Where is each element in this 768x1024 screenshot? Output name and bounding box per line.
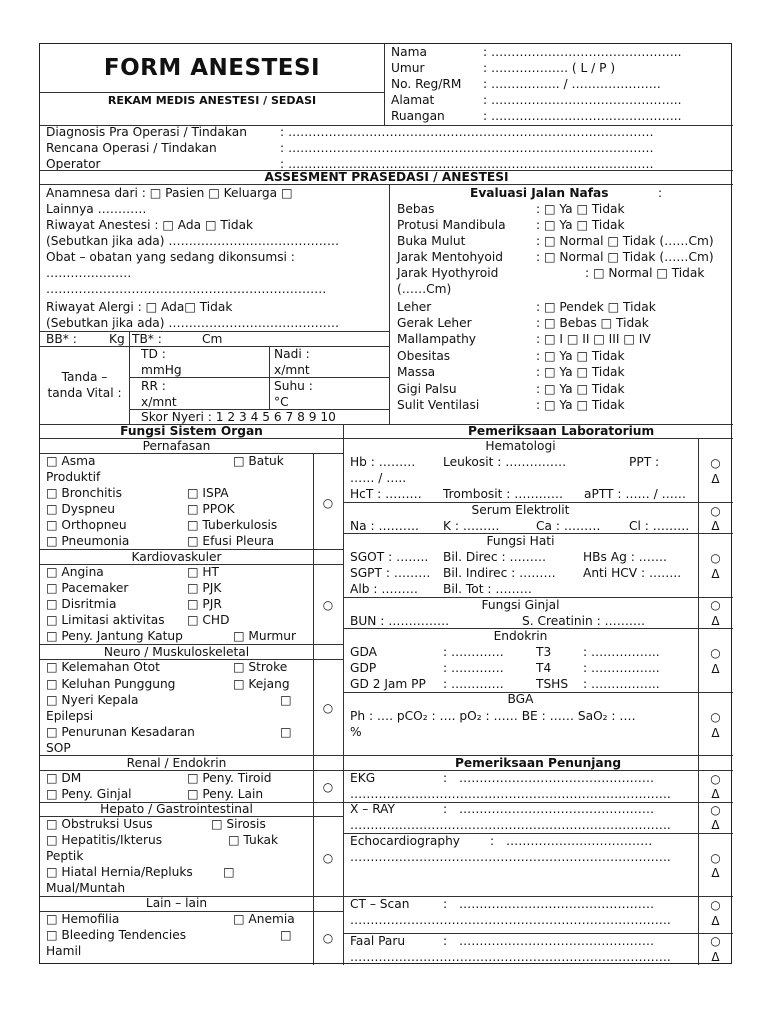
bga-percent: % [350, 725, 362, 739]
bil-tot-field[interactable]: Bil. Tot : ……… [443, 582, 532, 596]
ctscan-label: CT – Scan [350, 897, 410, 911]
circle-icon[interactable]: ○ [710, 851, 721, 865]
gda-label: GDA [350, 645, 377, 659]
circle-icon[interactable]: ○ [710, 772, 721, 786]
patient-age-label: Umur [391, 61, 425, 75]
anesthesia-history-line[interactable]: (Sebutkan jika ada) …………………………………… [46, 234, 340, 248]
circle-icon[interactable]: ○ [710, 456, 721, 470]
circle-icon[interactable]: ○ [710, 504, 721, 518]
checkbox-item[interactable]: □ [223, 865, 235, 879]
assessment-title: ASSESMENT PRASEDASI / ANESTESI [264, 170, 509, 184]
nadi-unit[interactable]: x/mnt [274, 363, 310, 377]
bb-unit[interactable]: Kg [109, 332, 125, 346]
checkbox-item[interactable]: □ Bleeding Tendencies [46, 928, 187, 942]
checkbox-item[interactable]: □ Peny. Ginjal [46, 787, 132, 801]
rr-label: RR : [141, 379, 166, 393]
checkbox-item: Epilepsi [46, 709, 94, 723]
circle-icon[interactable]: ○ [710, 598, 721, 612]
circle-icon[interactable]: ○ [710, 710, 721, 724]
airway-label: Jarak Hyothyroid [397, 266, 499, 280]
hematology-header: Hematologi [485, 439, 556, 453]
supporting-exam-title: Pemeriksaan Penunjang [454, 756, 622, 770]
circle-icon[interactable]: ○ [322, 598, 334, 612]
t4-label: T4 [536, 661, 552, 675]
gda-field[interactable]: : …………. [443, 645, 504, 659]
checkbox-item[interactable]: □ Hiatal Hernia/Repluks [46, 865, 193, 879]
checkbox-item: Peptik [46, 849, 84, 863]
ekg-colon: : [443, 771, 448, 785]
checkbox-item[interactable]: □ Keluhan Punggung [46, 677, 176, 691]
tshs-label: TSHS [536, 677, 569, 691]
ctscan-colon: : [443, 897, 448, 911]
hb-field[interactable]: Hb : ……… [350, 455, 416, 469]
patient-reg-label: No. Reg/RM [391, 77, 462, 91]
td-label: TD : [141, 347, 166, 361]
checkbox-item[interactable]: □ PJR [187, 597, 222, 611]
checkbox-item[interactable]: □ Penurunan Kesadaran [46, 725, 195, 739]
airway-label: Sulit Ventilasi [397, 398, 480, 412]
airway-options[interactable]: : □ Normal □ Tidak (……Cm) [536, 250, 714, 264]
ekg-label: EKG [350, 771, 376, 785]
rr-unit[interactable]: x/mnt [141, 395, 177, 409]
checkbox-item[interactable]: □ Dyspneu [46, 502, 116, 516]
anamnesis-line[interactable]: Anamnesa dari : □ Pasien □ Keluarga □ [46, 186, 293, 200]
lab-title: Pemeriksaan Laboratorium [468, 424, 655, 438]
airway-options[interactable]: : □ Ya □ Tidak [536, 398, 625, 412]
circle-icon[interactable]: ○ [322, 496, 334, 510]
checkbox-item[interactable]: □ Angina [46, 565, 104, 579]
leukosit-field[interactable]: Leukosit : …………… [443, 455, 567, 469]
suhu-unit[interactable]: °C [274, 395, 289, 409]
checkbox-item[interactable]: □ Obstruksi Usus [46, 817, 153, 831]
tshs-field[interactable]: : …………….. [583, 677, 660, 691]
operator-label: Operator [46, 157, 101, 171]
ctscan-field-line[interactable]: ……………………………………………………………………. [350, 913, 671, 927]
checkbox-item[interactable]: □ HT [187, 565, 219, 579]
form-title: FORM ANESTESI [103, 55, 321, 81]
bb-label: BB* : [46, 332, 77, 346]
xray-colon: : [443, 802, 448, 816]
circle-icon[interactable]: ○ [322, 701, 334, 715]
operation-plan-field[interactable]: : ……………………………………………………………………………… [280, 141, 654, 155]
delta-icon[interactable]: Δ [711, 914, 720, 928]
respiratory-header: Pernafasan [142, 439, 211, 453]
anamnesis-line[interactable]: Lainnya ………… [46, 202, 147, 216]
checkbox-item[interactable]: □ Pacemaker [46, 581, 129, 595]
sgpt-field[interactable]: SGPT : ……… [350, 566, 431, 580]
checkbox-item[interactable]: □ Bronchitis [46, 486, 122, 500]
checkbox-item[interactable]: □ Kejang [233, 677, 290, 691]
patient-name-label: Nama [391, 45, 427, 59]
circle-icon[interactable]: ○ [710, 934, 721, 948]
delta-icon[interactable]: Δ [711, 726, 720, 740]
checkbox-item[interactable]: □ Orthopneu [46, 518, 127, 532]
circle-icon[interactable]: ○ [710, 646, 721, 660]
checkbox-item[interactable]: □ [280, 725, 292, 739]
delta-icon[interactable]: Δ [711, 519, 720, 533]
bga-field[interactable]: Ph : …. pCO₂ : …. pO₂ : …… BE : …… SaO₂ : …. [350, 709, 636, 723]
checkbox-item[interactable]: □ Hepatitis/Ikterus [46, 833, 163, 847]
lung-function-label: Faal Paru [350, 934, 406, 948]
circle-icon[interactable]: ○ [322, 851, 334, 865]
tb-label: TB* : [132, 332, 162, 346]
echo-label: Echocardiography [350, 834, 461, 848]
checkbox-item[interactable]: □ Kelemahan Otot [46, 660, 160, 674]
airway-label: Bebas [397, 202, 435, 216]
nadi-label: Nadi : [274, 347, 310, 361]
checkbox-item[interactable]: □ Peny. Jantung Katup [46, 629, 183, 643]
checkbox-item[interactable]: □ [280, 928, 292, 942]
delta-icon[interactable]: Δ [711, 614, 720, 628]
operation-plan-label: Rencana Operasi / Tindakan [46, 141, 217, 155]
circle-icon[interactable]: ○ [710, 551, 721, 565]
gdp-field[interactable]: : …………. [443, 661, 504, 675]
delta-icon[interactable]: Δ [711, 662, 720, 676]
suhu-label: Suhu : [274, 379, 313, 393]
patient-address-label: Alamat [391, 93, 435, 107]
echo-field-line[interactable]: ……………………………………………………………………. [350, 850, 671, 864]
gdp-label: GDP [350, 661, 377, 675]
checkbox-item[interactable]: □ Pneumonia [46, 534, 130, 548]
airway-options[interactable]: : □ Ya □ Tidak [536, 349, 625, 363]
airway-label[interactable]: (……Cm) [397, 282, 452, 296]
diagnosis-label: Diagnosis Pra Operasi / Tindakan [46, 125, 247, 139]
echo-field[interactable]: ……………………………… [506, 834, 653, 848]
ekg-field[interactable]: ………………………………………… [459, 771, 654, 785]
airway-title: Evaluasi Jalan Nafas [470, 186, 609, 200]
hct-field[interactable]: HcT : ……… [350, 487, 422, 501]
liver-header: Fungsi Hati [486, 534, 555, 548]
checkbox-item[interactable]: □ Anemia [233, 912, 295, 926]
creatinin-field[interactable]: S. Creatinin : ………. [522, 614, 645, 628]
hcv-field[interactable]: Anti HCV : …….. [583, 566, 682, 580]
kidney-header: Fungsi Ginjal [481, 598, 560, 612]
xray-field[interactable]: ………………………………………… [459, 802, 654, 816]
checkbox-item: Mual/Muntah [46, 881, 126, 895]
airway-label: Gigi Palsu [397, 382, 457, 396]
checkbox-item[interactable]: □ Sirosis [211, 817, 266, 831]
checkbox-item[interactable]: □ PJK [187, 581, 222, 595]
airway-options[interactable]: : □ Ya □ Tidak [536, 382, 625, 396]
delta-icon[interactable]: Δ [711, 787, 720, 801]
ppt-field[interactable]: …… / ….. [350, 471, 407, 485]
checkbox-item[interactable]: □ ISPA [187, 486, 229, 500]
delta-icon[interactable]: Δ [711, 866, 720, 880]
airway-options[interactable]: : □ Normal □ Tidak (……Cm) [536, 234, 714, 248]
airway-options[interactable]: : □ Ya □ Tidak [536, 365, 625, 379]
t4-field[interactable]: : …………….. [583, 661, 660, 675]
medication-line: Obat – obatan yang sedang dikonsumsi : [46, 250, 295, 264]
airway-label: Protusi Mandibula [397, 218, 506, 232]
checkbox-item[interactable]: □ CHD [187, 613, 230, 627]
checkbox-item[interactable]: □ Batuk [233, 454, 284, 468]
echo-colon: : [490, 834, 495, 848]
airway-options[interactable]: : □ Ya □ Tidak [536, 218, 625, 232]
airway-options[interactable]: : □ I □ II □ III □ IV [536, 332, 651, 346]
lung-function-field[interactable]: ………………………………………… [459, 934, 654, 948]
airway-colon: : [658, 186, 663, 200]
organ-system-title: Fungsi Sistem Organ [120, 424, 263, 438]
t3-field[interactable]: : …………….. [583, 645, 660, 659]
na-field[interactable]: Na : ………. [350, 519, 419, 533]
airway-options[interactable]: : □ Pendek □ Tidak [536, 300, 656, 314]
hepato-header: Hepato / Gastrointestinal [100, 802, 253, 816]
circle-icon[interactable]: ○ [322, 780, 334, 794]
circle-icon[interactable]: ○ [710, 803, 721, 817]
bil-indirec-field[interactable]: Bil. Indirec : ……… [443, 566, 556, 580]
patient-reg-field[interactable]: : …………….. / …………………. [483, 77, 661, 91]
checkbox-item: Hamil [46, 944, 82, 958]
patient-name-field[interactable]: : ……………………………………….. [483, 45, 682, 59]
delta-icon[interactable]: Δ [711, 950, 720, 964]
airway-label: Obesitas [397, 349, 451, 363]
gd2-label: GD 2 Jam PP [350, 677, 426, 691]
checkbox-item[interactable]: □ DM [46, 771, 82, 785]
checkbox-item[interactable]: □ [280, 693, 292, 707]
checkbox-item: Produktif [46, 470, 101, 484]
lung-function-colon: : [443, 934, 448, 948]
patient-address-field[interactable]: : ……………………………………….. [483, 93, 682, 107]
renal-header: Renal / Endokrin [126, 756, 227, 770]
checkbox-item: SOP [46, 741, 71, 755]
alb-field[interactable]: Alb : ……… [350, 582, 418, 596]
ctscan-field[interactable]: ………………………………………… [459, 897, 654, 911]
checkbox-item[interactable]: □ Tuberkulosis [187, 518, 278, 532]
airway-options[interactable]: : □ Bebas □ Tidak [536, 316, 649, 330]
hbs-field[interactable]: HBs Ag : ……. [583, 550, 667, 564]
checkbox-item[interactable]: □ PPOK [187, 502, 235, 516]
tb-unit[interactable]: Cm [202, 332, 223, 346]
anesthesia-form [39, 43, 732, 964]
vital-signs-label: tanda Vital : [47, 386, 122, 400]
airway-options[interactable]: : □ Ya □ Tidak [536, 202, 625, 216]
bil-direc-field[interactable]: Bil. Direc : ……… [443, 550, 547, 564]
checkbox-item[interactable]: □ Hemofilia [46, 912, 120, 926]
checkbox-item[interactable]: □ Efusi Pleura [187, 534, 275, 548]
circle-icon[interactable]: ○ [710, 898, 721, 912]
diagnosis-field[interactable]: : ……………………………………………………………………………… [280, 125, 654, 139]
checkbox-item[interactable]: □ Peny. Lain [187, 787, 264, 801]
td-unit[interactable]: mmHg [141, 363, 182, 377]
ekg-field-line[interactable]: ……………………………………………………………………. [350, 787, 671, 801]
medication-line[interactable]: …………………………………………………………… [46, 282, 327, 296]
airway-label: Massa [397, 365, 436, 379]
circle-icon[interactable]: ○ [322, 931, 334, 945]
ca-field[interactable]: Ca : ……… [536, 519, 601, 533]
checkbox-item[interactable]: □ Limitasi aktivitas [46, 613, 165, 627]
gd2-field[interactable]: : …………. [443, 677, 504, 691]
bga-header: BGA [507, 692, 534, 706]
k-field[interactable]: K : ……… [443, 519, 500, 533]
xray-field-line[interactable]: ……………………………………………………………………. [350, 818, 671, 832]
ppt-label: PPT : [629, 455, 660, 469]
neuro-header: Neuro / Muskuloskeletal [103, 645, 250, 659]
other-header: Lain – lain [145, 896, 208, 910]
airway-options[interactable]: : □ Normal □ Tidak [585, 266, 705, 280]
patient-room-label: Ruangan [391, 109, 445, 123]
t3-label: T3 [536, 645, 552, 659]
patient-room-field[interactable]: : ……………………………………….. [483, 109, 682, 123]
checkbox-item[interactable]: □ Murmur [233, 629, 297, 643]
delta-icon[interactable]: Δ [711, 567, 720, 581]
endocrine-header: Endokrin [493, 629, 548, 643]
cardio-header: Kardiovaskuler [131, 550, 222, 564]
electrolyte-header: Serum Elektrolit [471, 503, 570, 517]
delta-icon[interactable]: Δ [711, 472, 720, 486]
bun-field[interactable]: BUN : …………… [350, 614, 450, 628]
anesthesia-history-line[interactable]: Riwayat Anestesi : □ Ada □ Tidak [46, 218, 254, 232]
patient-age-field[interactable]: : ………………. ( L / P ) [483, 61, 616, 75]
checkbox-item[interactable]: □ Disritmia [46, 597, 117, 611]
operator-field[interactable]: : ……………………………………………………………………………… [280, 157, 654, 171]
trombosit-field[interactable]: Trombosit : ………… [443, 487, 564, 501]
medication-line[interactable]: ………………… [46, 266, 132, 280]
pain-score[interactable]: Skor Nyeri : 1 2 3 4 5 6 7 8 9 10 [141, 410, 336, 424]
airway-label: Jarak Mentohyoid [397, 250, 503, 264]
checkbox-item[interactable]: □ Asma [46, 454, 96, 468]
checkbox-item[interactable]: □ Tukak [228, 833, 279, 847]
airway-label: Gerak Leher [397, 316, 472, 330]
checkbox-item[interactable]: □ Stroke [233, 660, 288, 674]
airway-label: Mallampathy [397, 332, 477, 346]
airway-label: Buka Mulut [397, 234, 466, 248]
aptt-field[interactable]: aPTT : …… / …… [584, 487, 686, 501]
sgot-field[interactable]: SGOT : …….. [350, 550, 429, 564]
vital-signs-label: Tanda – [61, 370, 108, 384]
allergy-line[interactable]: (Sebutkan jika ada) …………………………………… [46, 316, 340, 330]
checkbox-item[interactable]: □ Peny. Tiroid [187, 771, 272, 785]
xray-label: X – RAY [350, 802, 395, 816]
lung-function-field-line[interactable]: ……………………………………………………………………. [350, 950, 671, 964]
checkbox-item[interactable]: □ Nyeri Kepala [46, 693, 139, 707]
cl-field[interactable]: Cl : ……… [629, 519, 690, 533]
form-subtitle: REKAM MEDIS ANESTESI / SEDASI [107, 94, 317, 107]
delta-icon[interactable]: Δ [711, 818, 720, 832]
allergy-line[interactable]: Riwayat Alergi : □ Ada□ Tidak [46, 300, 233, 314]
airway-label: Leher [397, 300, 432, 314]
